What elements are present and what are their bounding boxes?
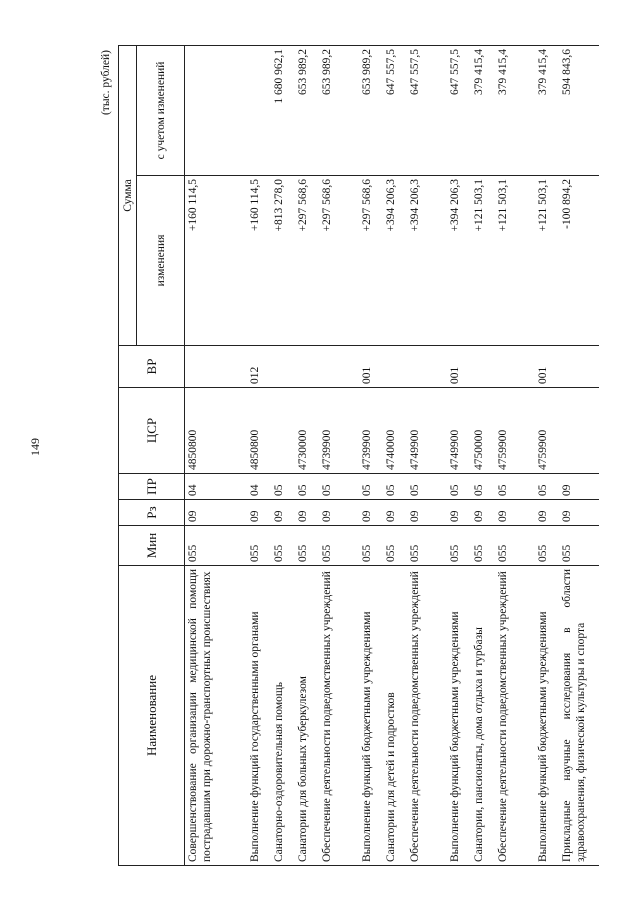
row-pr: 05 [407,474,447,500]
table-row [295,45,319,865]
row-pr: 04 [185,474,247,500]
table-row [271,45,295,865]
row-min: 055 [247,526,271,566]
row-rz: 09 [447,500,471,526]
table-row [495,45,535,865]
row-vr [559,346,599,388]
row-name: Выполнение функций государственными органами [247,566,271,866]
header-sum: Сумма [119,45,137,345]
row-total: 379 415,4 [495,45,535,175]
row-rz: 09 [271,500,295,526]
header-with-changes: с учетом изменений [137,45,185,175]
row-rz: 09 [359,500,383,526]
units-note: (тыс. рублей) [100,50,112,116]
header-pr: ПР [119,474,185,500]
row-change: +121 503,1 [471,176,495,346]
row-csr: 4739900 [359,388,383,474]
rotated-page-content [96,46,608,866]
row-pr: 05 [295,474,319,500]
table-row [247,45,271,865]
budget-table [118,45,599,866]
row-csr [271,388,295,474]
row-rz: 09 [319,500,359,526]
row-total: 647 557,5 [447,45,471,175]
row-name: Выполнение функций бюджетными учреждениями [359,566,383,866]
table-row [185,45,247,865]
row-vr [471,346,495,388]
row-total: 594 843,6 [559,45,599,175]
row-csr: 4749900 [407,388,447,474]
header-csr: ЦСР [119,388,185,474]
row-name: Прикладные научные исследования в области здравоохранения, физической культуры и спорта [559,566,599,866]
row-total: 379 415,4 [471,45,495,175]
row-name: Обеспечение деятельности подведомственных учреждений [407,566,447,866]
row-vr [271,346,295,388]
row-total: 647 557,5 [407,45,447,175]
row-vr: 001 [535,346,559,388]
row-change: +394 206,3 [383,176,407,346]
row-min: 055 [535,526,559,566]
row-total: 379 415,4 [535,45,559,175]
row-rz: 09 [295,500,319,526]
row-pr: 05 [471,474,495,500]
row-name: Санаторно-оздоровительная помощь [271,566,295,866]
row-vr [407,346,447,388]
row-name: Санатории для больных туберкулезом [295,566,319,866]
row-rz: 09 [495,500,535,526]
row-vr [383,346,407,388]
table-body [185,45,599,865]
row-csr: 4739900 [319,388,359,474]
row-rz: 09 [559,500,599,526]
row-total: 1 680 962,1 [271,45,295,175]
row-pr: 05 [319,474,359,500]
row-rz: 09 [185,500,247,526]
table-row [471,45,495,865]
row-total: 653 989,2 [319,45,359,175]
row-min: 055 [495,526,535,566]
row-csr [559,388,599,474]
row-change: -100 894,2 [559,176,599,346]
header-name: Наименование [119,566,185,866]
row-rz: 09 [383,500,407,526]
table-row [383,45,407,865]
row-pr: 05 [359,474,383,500]
row-pr: 05 [535,474,559,500]
header-vr: ВР [119,346,185,388]
row-vr: 001 [447,346,471,388]
row-csr: 4850800 [185,388,247,474]
row-rz: 09 [535,500,559,526]
row-min: 055 [271,526,295,566]
row-csr: 4749900 [447,388,471,474]
row-min: 055 [319,526,359,566]
row-min: 055 [559,526,599,566]
table-row [535,45,559,865]
header-min: Мин [119,526,185,566]
row-min: 055 [383,526,407,566]
row-change: +394 206,3 [407,176,447,346]
row-change: +297 568,6 [359,176,383,346]
header-change: изменения [137,176,185,346]
row-pr: 05 [383,474,407,500]
row-name: Обеспечение деятельности подведомственных учреждений [319,566,359,866]
row-name: Выполнение функций бюджетными учреждениями [535,566,559,866]
row-csr: 4750000 [471,388,495,474]
row-csr: 4759900 [495,388,535,474]
table-row [559,45,599,865]
row-csr: 4759900 [535,388,559,474]
row-name: Санатории, пансионаты, дома отдыха и турбазы [471,566,495,866]
row-pr: 04 [247,474,271,500]
table-row [447,45,471,865]
row-pr: 05 [495,474,535,500]
row-vr [495,346,535,388]
row-change: +297 568,6 [295,176,319,346]
row-csr: 4740000 [383,388,407,474]
row-vr [319,346,359,388]
row-change: +160 114,5 [247,176,271,346]
row-change: +813 278,0 [271,176,295,346]
row-total: 653 989,2 [359,45,383,175]
row-total [247,45,271,175]
row-rz: 09 [407,500,447,526]
row-min: 055 [407,526,447,566]
row-total: 653 989,2 [295,45,319,175]
row-pr: 05 [271,474,295,500]
row-total: 647 557,5 [383,45,407,175]
header-rz: Рз [119,500,185,526]
row-min: 055 [471,526,495,566]
row-change: +121 503,1 [535,176,559,346]
table-row [319,45,359,865]
row-pr: 05 [447,474,471,500]
row-min: 055 [447,526,471,566]
row-name: Санатории для детей и подростков [383,566,407,866]
row-name: Совершенствование организации медицинской помощи пострадавшим при дорожно-транспортных происшествиях [185,566,247,866]
table-row [407,45,447,865]
table-header [119,45,185,865]
row-vr: 001 [359,346,383,388]
row-change: +121 503,1 [495,176,535,346]
row-pr: 09 [559,474,599,500]
row-csr: 4730000 [295,388,319,474]
row-rz: 09 [471,500,495,526]
row-change: +160 114,5 [185,176,247,346]
row-min: 055 [359,526,383,566]
row-vr [295,346,319,388]
row-change: +394 206,3 [447,176,471,346]
row-change: +297 568,6 [319,176,359,346]
row-min: 055 [295,526,319,566]
row-rz: 09 [247,500,271,526]
row-vr: 012 [247,346,271,388]
row-total [185,45,247,175]
row-name: Обеспечение деятельности подведомственных учреждений [495,566,535,866]
row-min: 055 [185,526,247,566]
page-number: 149 [28,438,42,456]
row-name: Выполнение функций бюджетными учреждениями [447,566,471,866]
row-vr [185,346,247,388]
row-csr: 4850800 [247,388,271,474]
table-row [359,45,383,865]
